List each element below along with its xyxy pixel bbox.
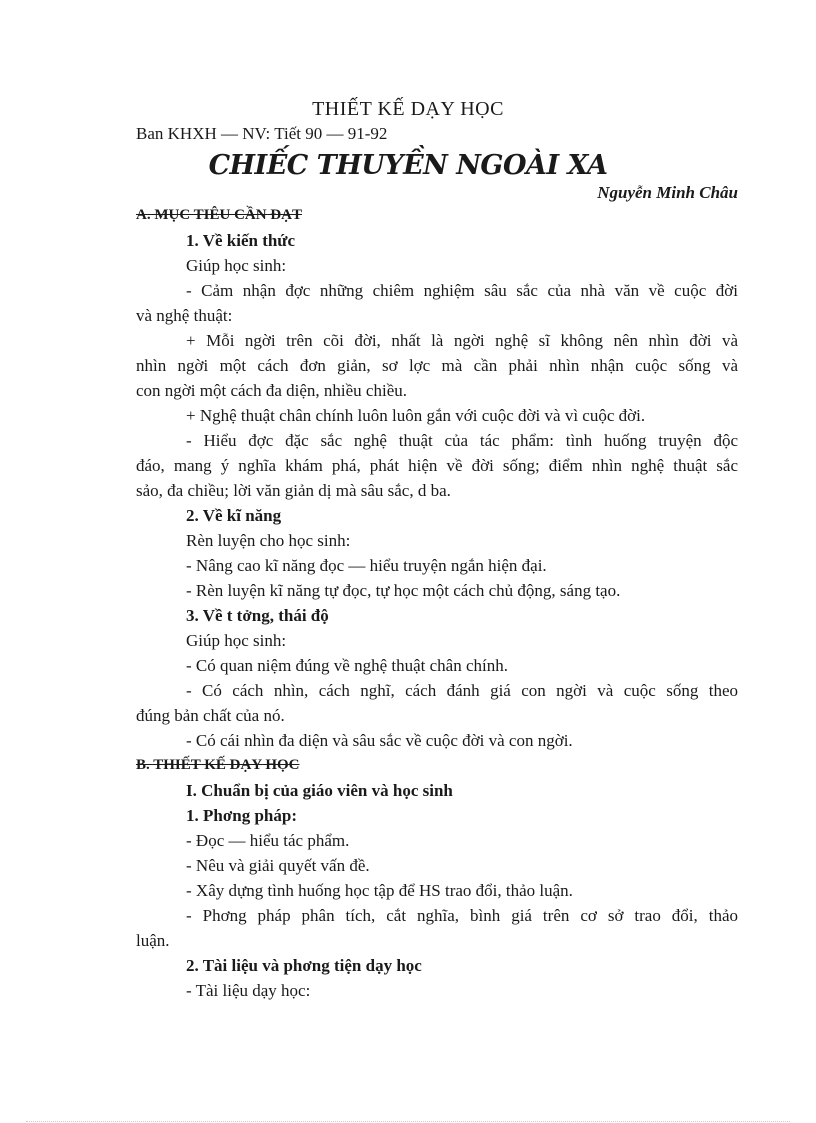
text-line: - Có cái nhìn đa diện và sâu sắc về cuộc đời và con ngời. (186, 731, 573, 750)
text-line: và nghệ thuật: (136, 306, 233, 325)
subsection-heading: 1. Phơng pháp: (186, 806, 297, 825)
text-line: - Hiểu đợc đặc sắc nghệ thuật của tác phẩm: tình huống truyện độc (186, 431, 738, 450)
text-line: - Có quan niệm đúng về nghệ thuật chân chính. (186, 656, 508, 675)
text-line: + Mỗi ngời trên cõi đời, nhất là ngời nghệ sĩ không nên nhìn đời và (186, 331, 738, 350)
story-title: CHIẾC THUYỀN NGOÀI XA (208, 150, 608, 181)
text-line: - Nâng cao kĩ năng đọc — hiểu truyện ngắn hiện đại. (186, 556, 547, 575)
text-line: con ngời một cách đa diện, nhiều chiều. (136, 381, 407, 400)
text-line: đúng bản chất của nó. (136, 706, 285, 725)
section-heading: A. MỤC TIÊU CẦN ĐẠT (136, 207, 302, 223)
lesson-subtitle: Ban KHXH — NV: Tiết 90 — 91-92 (136, 124, 388, 143)
text-line: - Nêu và giải quyết vấn đề. (186, 856, 370, 875)
subsection-heading: 1. Về kiến thức (186, 231, 296, 250)
subsection-heading: 2. Về kĩ năng (186, 506, 282, 525)
text-line: + Nghệ thuật chân chính luôn luôn gắn với cuộc đời và vì cuộc đời. (186, 406, 646, 425)
text-line: Giúp học sinh: (186, 631, 287, 650)
text-line: - Đọc — hiểu tác phẩm. (186, 831, 350, 850)
page-bottom-divider (26, 1121, 790, 1122)
text-line: - Phơng pháp phân tích, cắt nghĩa, bình giá trên cơ sở trao đổi, thảo (186, 906, 738, 925)
text-line: - Cảm nhận đợc những chiêm nghiệm sâu sắc của nhà văn về cuộc đời (186, 281, 738, 300)
text-line: - Có cách nhìn, cách nghĩ, cách đánh giá con ngời và cuộc sống theo (186, 681, 738, 700)
text-line: đáo, mang ý nghĩa khám phá, phát hiện về đời sống; điểm nhìn nghệ thuật sắc (136, 456, 738, 475)
text-line: sảo, đa chiều; lời văn giản dị mà sâu sắc, d ba. (136, 481, 451, 500)
text-line: Rèn luyện cho học sinh: (186, 531, 351, 550)
document-title: THIẾT KẾ DẠY HỌC (312, 98, 504, 120)
text-line: - Xây dựng tình huống học tập để HS trao đổi, thảo luận. (186, 881, 573, 900)
text-line: - Tài liệu dạy học: (186, 981, 311, 1000)
text-line: nhìn ngời một cách đơn giản, sơ lợc mà cần phải nhìn nhận cuộc sống và (136, 356, 738, 375)
text-line: Giúp học sinh: (186, 256, 287, 275)
subsection-heading: 3. Về t tởng, thái độ (186, 606, 329, 625)
subsection-heading: 2. Tài liệu và phơng tiện dạy học (186, 956, 422, 975)
text-line: - Rèn luyện kĩ năng tự đọc, tự học một cách chủ động, sáng tạo. (186, 581, 621, 600)
section-heading: B. THIẾT KẾ DẠY HỌC (136, 757, 300, 773)
text-line: luận. (136, 931, 170, 950)
document-body (136, 203, 738, 1003)
author-name: Nguyễn Minh Châu (597, 183, 738, 202)
subsection-heading: I. Chuẩn bị của giáo viên và học sinh (186, 781, 453, 800)
